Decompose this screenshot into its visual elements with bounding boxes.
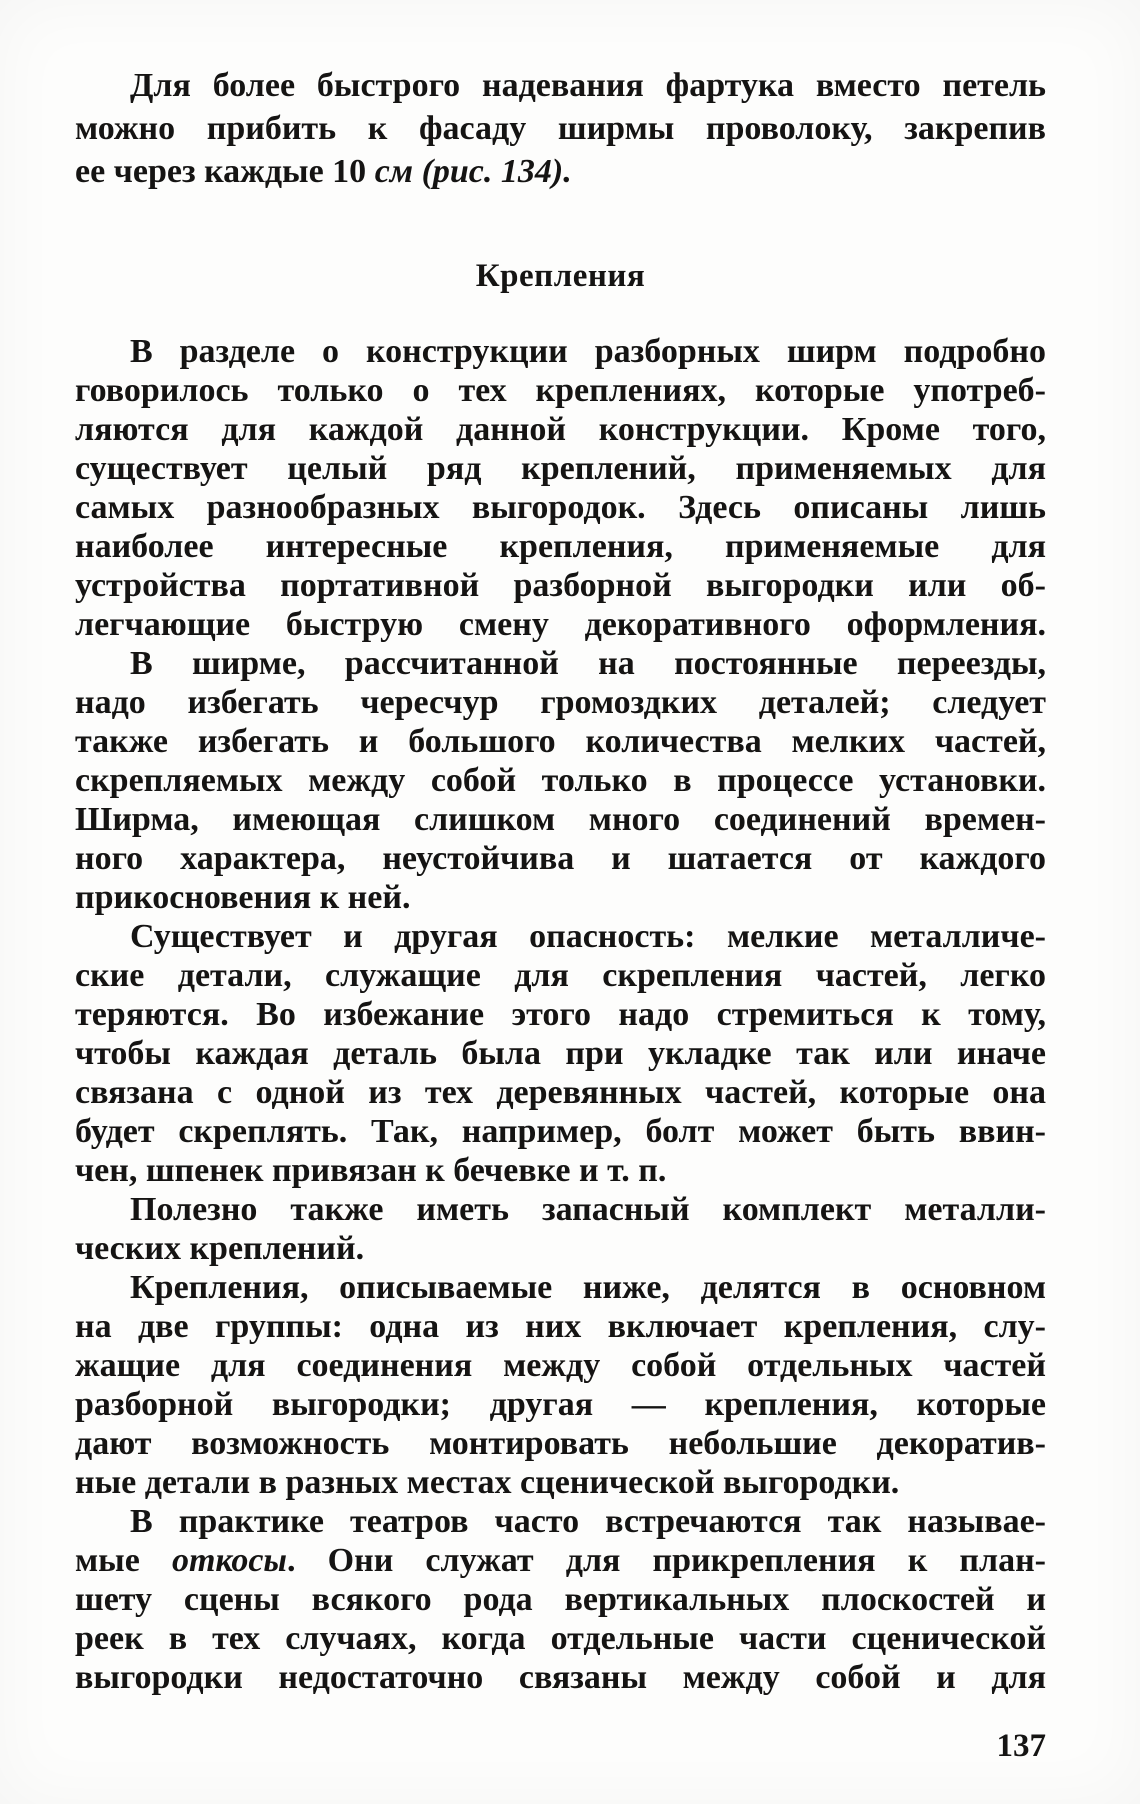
text-line xyxy=(75,488,1046,527)
text-line xyxy=(75,107,1046,150)
text-segment: ного характера, неустойчива и шатается от каждого xyxy=(75,840,1046,877)
text-segment: чен, шпенек привязан к бечевке и т. п. xyxy=(75,1152,667,1189)
text-segment: В практике театров часто встречаются так называе- xyxy=(130,1503,1046,1540)
text-segment: можно прибить к фасаду ширмы проволоку, закрепив xyxy=(75,110,1046,147)
text-line xyxy=(75,1034,1046,1073)
paragraph xyxy=(75,644,1046,917)
text-line xyxy=(75,371,1046,410)
page-number: 137 xyxy=(996,1728,1046,1764)
text-segment: ские детали, служащие для скрепления частей, легко xyxy=(75,957,1046,994)
text-segment: будет скреплять. Так, например, болт может быть ввин- xyxy=(75,1113,1046,1150)
text-line xyxy=(75,1112,1046,1151)
text-line xyxy=(75,1307,1046,1346)
text-segment: на две группы: одна из них включает крепления, слу- xyxy=(75,1308,1046,1345)
text-segment: мые xyxy=(75,1542,172,1579)
text-segment: дают возможность монтировать небольшие декоратив- xyxy=(75,1425,1046,1462)
text-segment: ческих креплений. xyxy=(75,1230,365,1267)
section-heading: Крепления xyxy=(475,258,646,294)
text-line xyxy=(75,605,1046,644)
text-segment: Ширма, имеющая слишком много соединений времен- xyxy=(75,801,1046,838)
paragraph xyxy=(75,64,1046,193)
text-line xyxy=(75,449,1046,488)
text-segment: В разделе о конструкции разборных ширм подробно xyxy=(130,333,1046,370)
text-line xyxy=(75,410,1046,449)
paragraph xyxy=(75,332,1046,644)
text-segment: Крепления, описываемые ниже, делятся в основном xyxy=(130,1269,1046,1306)
text-line xyxy=(75,64,1046,107)
text-line xyxy=(75,800,1046,839)
text-line xyxy=(75,1151,1046,1190)
text-line xyxy=(75,878,1046,917)
text-segment: В ширме, рассчитанной на постоянные переезды, xyxy=(130,645,1046,682)
text-line xyxy=(75,1619,1046,1658)
text-line xyxy=(75,1502,1046,1541)
text-line xyxy=(75,527,1046,566)
paragraph xyxy=(75,1502,1046,1697)
text-segment: шету сцены всякого рода вертикальных плоскостей и xyxy=(75,1581,1046,1618)
text-line xyxy=(75,150,1046,193)
italic-text-segment: откосы xyxy=(171,1542,288,1579)
text-line xyxy=(75,332,1046,371)
text-segment: Существует и другая опасность: мелкие металличе- xyxy=(130,918,1046,955)
text-segment: разборной выгородки; другая — крепления, которые xyxy=(75,1386,1046,1423)
page-body xyxy=(75,64,1046,1697)
text-line xyxy=(75,761,1046,800)
text-line xyxy=(75,1658,1046,1697)
text-line xyxy=(75,1580,1046,1619)
text-line xyxy=(75,644,1046,683)
text-segment: скрепляемых между собой только в процессе установки. xyxy=(75,762,1046,799)
text-segment: чтобы каждая деталь была при укладке так или иначе xyxy=(75,1035,1046,1072)
text-segment: наиболее интересные крепления, применяемые для xyxy=(75,528,1046,565)
text-segment: теряются. Во избежание этого надо стремиться к тому, xyxy=(75,996,1046,1033)
text-segment: ляются для каждой данной конструкции. Кроме того, xyxy=(75,411,1046,448)
text-segment: легчающие быструю смену декоративного оформления. xyxy=(75,606,1046,643)
text-line xyxy=(75,1424,1046,1463)
text-line xyxy=(75,566,1046,605)
text-segment: ные детали в разных местах сценической выгородки. xyxy=(75,1464,900,1501)
text-line xyxy=(75,995,1046,1034)
text-line xyxy=(75,1229,1046,1268)
text-segment: также избегать и большого количества мелких частей, xyxy=(75,723,1046,760)
text-line xyxy=(75,1463,1046,1502)
paragraph xyxy=(75,1190,1046,1268)
text-segment: устройства портативной разборной выгородки или об- xyxy=(75,567,1046,604)
text-segment: Полезно также иметь запасный комплект металли- xyxy=(130,1191,1046,1228)
text-segment: Для более быстрого надевания фартука вместо петель xyxy=(130,67,1046,104)
text-line xyxy=(75,1346,1046,1385)
paragraph xyxy=(75,917,1046,1190)
text-segment: надо избегать чересчур громоздких деталей; следует xyxy=(75,684,1046,721)
paragraph xyxy=(75,1268,1046,1502)
text-line xyxy=(75,917,1046,956)
text-segment: прикосновения к ней. xyxy=(75,879,411,916)
text-line xyxy=(75,1190,1046,1229)
text-segment: . Они служат для прикрепления к план- xyxy=(287,1542,1046,1579)
text-line xyxy=(75,839,1046,878)
text-segment: существует целый ряд креплений, применяемых для xyxy=(75,450,1046,487)
text-line xyxy=(75,956,1046,995)
text-segment: связана с одной из тех деревянных частей, которые она xyxy=(75,1074,1046,1111)
text-segment: выгородки недостаточно связаны между собой и для xyxy=(75,1659,1046,1696)
text-line xyxy=(75,1541,1046,1580)
text-segment: жащие для соединения между собой отдельных частей xyxy=(75,1347,1046,1384)
text-segment: реек в тех случаях, когда отдельные части сценической xyxy=(75,1620,1046,1657)
text-line xyxy=(75,1385,1046,1424)
text-segment: говорилось только о тех креплениях, которые употреб- xyxy=(75,372,1046,409)
text-segment: ее через каждые 10 xyxy=(75,153,375,190)
text-line xyxy=(75,683,1046,722)
text-line xyxy=(75,1268,1046,1307)
italic-text-segment: см (рис. 134). xyxy=(374,153,572,190)
text-segment: самых разнообразных выгородок. Здесь описаны лишь xyxy=(75,489,1046,526)
text-line xyxy=(75,1073,1046,1112)
text-line xyxy=(75,722,1046,761)
